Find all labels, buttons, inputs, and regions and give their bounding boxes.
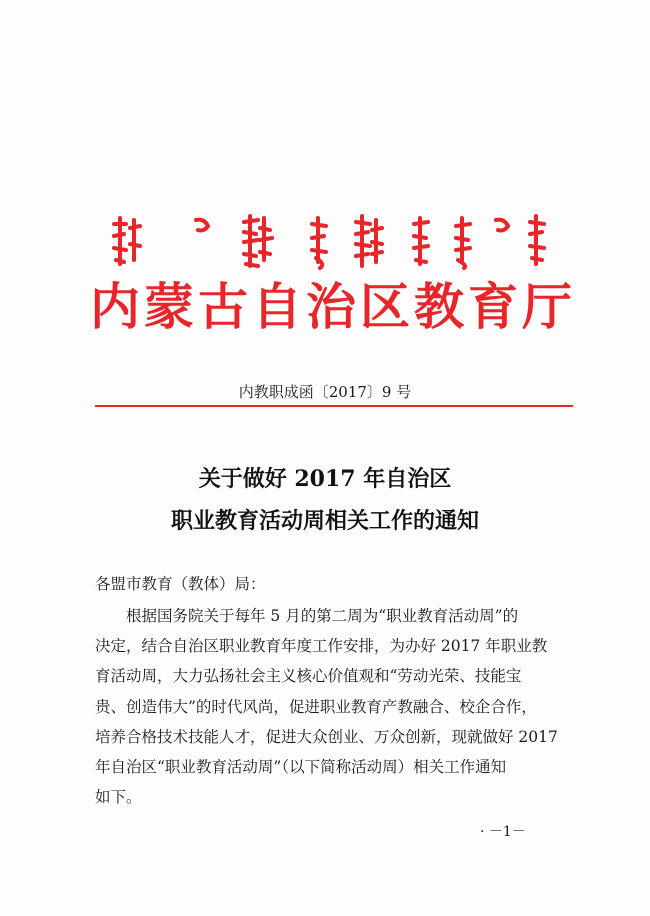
document-title-line-2: 职业教育活动周相关工作的通知 (170, 508, 479, 534)
organization-name: 内蒙古自治区教育厅 (90, 277, 576, 336)
body-line: 年自治区“职业教育活动周”（以下简称活动周）相关工作通知 (95, 758, 507, 776)
body-line: 育活动周，大力弘扬社会主义核心价值观和“劳动光荣、技能宝 (95, 667, 522, 685)
salutation: 各盟市教育（教体）局： (95, 575, 266, 593)
body-line: 如下。 (95, 788, 142, 806)
page-number: · －1－ (480, 824, 526, 840)
body-line: 贵、创造伟大”的时代风尚，促进职业教育产教融合、校企合作， (95, 698, 537, 716)
mongolian-script-logo (100, 210, 560, 272)
body-line: 培养合格技术技能人才，促进大众创业、万众创新，现就做好 2017 (95, 728, 558, 746)
body-line: 决定，结合自治区职业教育年度工作安排，为办好 2017 年职业教 (95, 637, 548, 655)
red-divider-rule (95, 405, 573, 407)
document-title-line-1: 关于做好 2017 年自治区 (198, 466, 452, 492)
document-number: 内教职成函〔2017〕9 号 (238, 383, 412, 401)
body-line: 根据国务院关于每年 5 月的第二周为“职业教育活动周”的 (95, 607, 519, 625)
